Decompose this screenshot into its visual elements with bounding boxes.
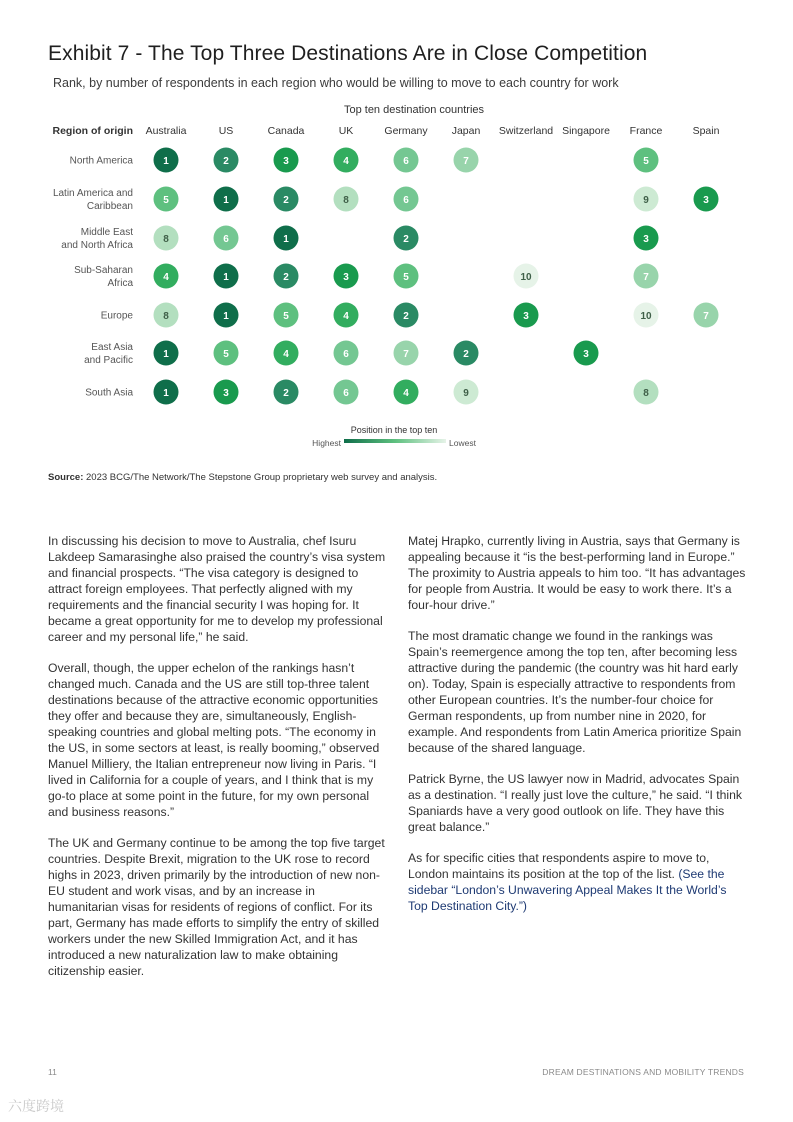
rank-label: 7 (463, 156, 469, 167)
rank-label: 10 (640, 311, 652, 322)
column-header: Spain (692, 125, 720, 137)
rank-label: 6 (343, 388, 349, 399)
column-header: Singapore (562, 125, 610, 137)
legend-title: Position in the top ten (350, 425, 438, 435)
row-header: Region of origin (52, 125, 133, 137)
rank-label: 1 (223, 272, 229, 283)
row-label: South Asia (85, 387, 133, 399)
rank-label: 6 (403, 156, 409, 167)
paragraph: In discussing his decision to move to Australia, chef Isuru Lakdeep Samarasinghe also praised the country’s visa system and financial prospects. “The visa category is designed to attract foreign employees. That perfectly aligned with my requirements and the financial security I was hoping for. It became a great opportunity for me to develop my professional career and my personal life,” he said. (48, 534, 386, 644)
page-number: 11 (48, 1067, 57, 1077)
row-label: Caribbean (86, 201, 133, 212)
row-label: Middle East (80, 227, 133, 238)
rank-label: 2 (403, 311, 409, 322)
rank-label: 3 (223, 388, 229, 399)
rank-label: 1 (223, 311, 229, 322)
body-column-right (408, 533, 748, 929)
rank-label: 9 (643, 195, 649, 206)
rank-label: 8 (163, 311, 169, 322)
column-header: France (629, 125, 663, 137)
paragraph: Patrick Byrne, the US lawyer now in Madrid, advocates Spain as a destination. “I really just love the culture,” he said. “I think Spaniards have a very good outlook on life. They have this great balance.” (408, 772, 742, 834)
rank-label: 4 (283, 349, 289, 360)
rank-label: 1 (223, 195, 229, 206)
rank-label: 8 (163, 234, 169, 245)
rank-label: 5 (283, 311, 289, 322)
row-label: East Asia (91, 342, 133, 353)
rank-label: 3 (583, 349, 589, 360)
column-header: Canada (267, 125, 305, 137)
source-label: Source: (48, 472, 84, 483)
legend-gradient-bar (344, 439, 446, 443)
watermark-logo: 六度跨境 (8, 1098, 64, 1114)
rank-label: 10 (520, 272, 532, 283)
rank-label: 4 (343, 156, 349, 167)
rank-label: 2 (223, 156, 229, 167)
rank-label: 3 (283, 156, 289, 167)
rank-label: 2 (283, 195, 289, 206)
rank-label: 1 (283, 234, 289, 245)
rank-label: 9 (463, 388, 469, 399)
rank-label: 5 (643, 156, 649, 167)
rank-label: 6 (343, 349, 349, 360)
rank-label: 6 (403, 195, 409, 206)
row-label: North America (69, 155, 133, 167)
rank-label: 1 (163, 388, 169, 399)
rank-label: 4 (403, 388, 409, 399)
rank-label: 3 (703, 195, 709, 206)
rank-label: 5 (403, 272, 409, 283)
rank-label: 8 (343, 195, 349, 206)
source-note (48, 472, 437, 483)
sidebar-link[interactable]: (See the sidebar “London’s Unwavering Appeal Makes It the World’s Top Destination City.”) (408, 867, 727, 913)
column-header: US (218, 125, 234, 137)
rank-label: 3 (523, 311, 529, 322)
rank-label: 2 (403, 234, 409, 245)
rank-bubble-chart (0, 0, 793, 460)
footer-title: DREAM DESTINATIONS AND MOBILITY TRENDS (542, 1067, 744, 1077)
rank-label: 8 (643, 388, 649, 399)
rank-label: 6 (223, 234, 229, 245)
row-label: Latin America and (52, 188, 133, 199)
rank-label: 2 (283, 388, 289, 399)
paragraph: The UK and Germany continue to be among the top five target countries. Despite Brexit, migration to the UK rose to record highs in 2023, driven primarily by the introduction of new non-EU student and work visas, and by an increase in humanitarian visas for residents of regions of conflict. For its part, Germany has made efforts to simplify the entry of skilled workers under the new Skilled Immigration Act, and it has introduced a new naturalization law to make obtaining citizenship easier. (48, 836, 385, 978)
rank-label: 4 (163, 272, 169, 283)
rank-label: 2 (463, 349, 469, 360)
row-label: Africa (107, 278, 133, 289)
column-header: Switzerland (498, 125, 554, 137)
rank-label: 4 (343, 311, 349, 322)
rank-label: 1 (163, 349, 169, 360)
rank-label: 3 (343, 272, 349, 283)
chart-title: Top ten destination countries (343, 104, 485, 116)
row-label: Europe (100, 310, 133, 322)
exhibit-title: Exhibit 7 - The Top Three Destinations Are in Close Competition (48, 42, 648, 65)
column-header: Japan (451, 125, 481, 137)
rank-label: 7 (703, 311, 709, 322)
row-label: and North Africa (61, 240, 133, 251)
column-header: Australia (145, 125, 187, 137)
legend-lowest: Lowest (449, 438, 476, 448)
column-header: Germany (384, 125, 428, 137)
rank-label: 5 (223, 349, 229, 360)
rank-label: 3 (643, 234, 649, 245)
rank-label: 7 (643, 272, 649, 283)
row-label: Sub-Saharan (74, 265, 133, 276)
paragraph: The most dramatic change we found in the rankings was Spain’s reemergence among the top ten, after becoming less attractive during the pandemic (the country was hit hard early on). Today, Spain is especially attractive to respondents from other European countries. It’s the number-four choice for German respondents, up from number nine in 2020, for example. And respondents from Latin America prioritize Spain because of the shared language. (408, 629, 742, 755)
paragraph-text: As for specific cities that respondents aspire to move to, London maintains its position at the top of the list. (408, 851, 710, 881)
exhibit-subtitle: Rank, by number of respondents in each region who would be willing to move to each country for work (53, 76, 619, 90)
legend (312, 425, 476, 448)
rank-label: 5 (163, 195, 169, 206)
rank-label: 7 (403, 349, 409, 360)
body-column-left (48, 533, 388, 994)
paragraph: Matej Hrapko, currently living in Austria, says that Germany is appealing because it “is the best-performing land in Europe.” The proximity to Austria appeals to him too. “It has advantages for people from Austria. It would be easy to work there. It’s a four-hour drive.” (408, 534, 746, 612)
legend-highest: Highest (312, 438, 341, 448)
rank-label: 2 (283, 272, 289, 283)
row-label: and Pacific (84, 355, 133, 366)
source-text: 2023 BCG/The Network/The Stepstone Group proprietary web survey and analysis. (83, 472, 438, 483)
paragraph: Overall, though, the upper echelon of the rankings hasn’t changed much. Canada and the US are still top-three talent destinations because of the attractive economic opportunities they offer and because they are, simultaneously, English-speaking countries and global melting pots. “The economy in the US, in some sectors at least, is really booming,” observed Manuel Milliery, the Italian entrepreneur now living in Paris. “I lived in California for a couple of years, and I think that is my go-to place at some point in the future, for my own personal and business reasons.” (48, 661, 380, 819)
paragraph-with-link (408, 850, 748, 914)
column-header: UK (338, 125, 354, 137)
rank-label: 1 (163, 156, 169, 167)
